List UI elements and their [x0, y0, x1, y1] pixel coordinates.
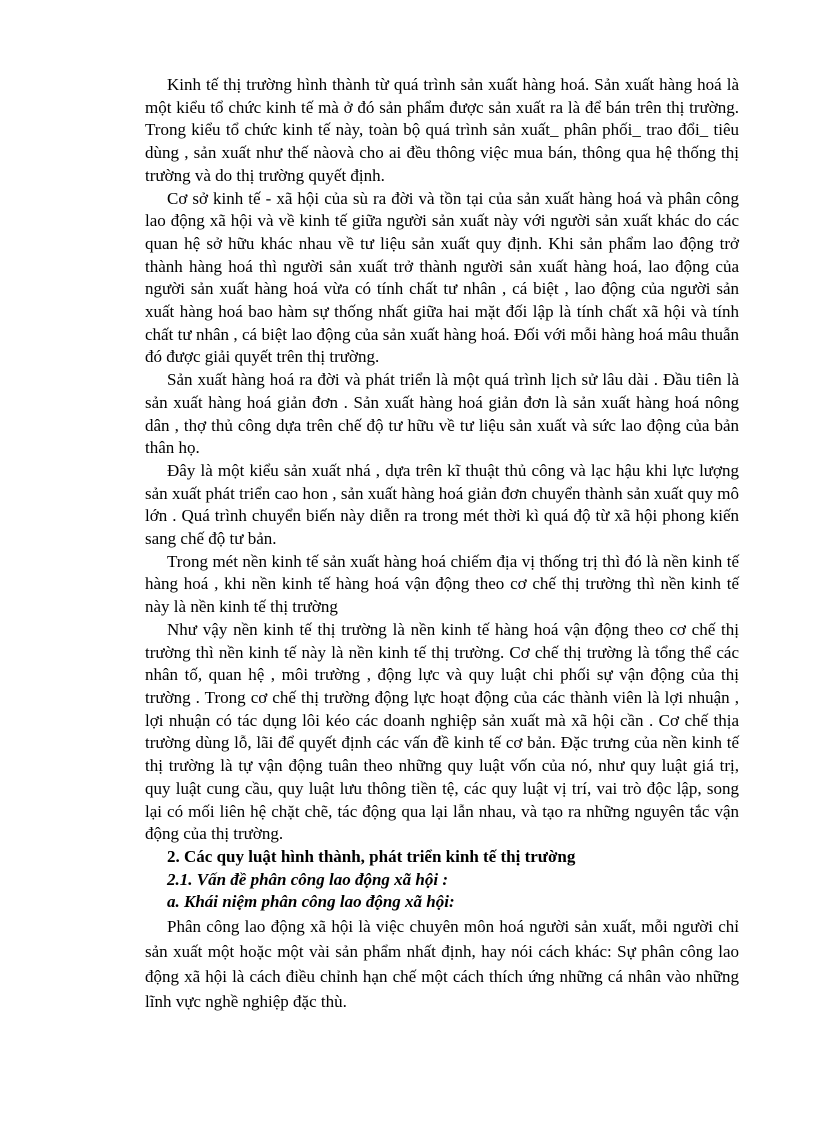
paragraph-market-mechanism: Như vậy nền kinh tế thị trường là nền kinh tế hàng hoá vận động theo cơ chế thị trường thì nền kinh tế này là nền kinh tế thị trường. Cơ chế thị trường là tổng thể các nhân tố, quan hệ , môi trường , động lực và quy luật chi phối sự vận động của thị trường . Trong cơ chế thị trường động lực hoạt động của các thành viên là lợi nhuận , lợi nhuận có tác dụng lôi kéo các doanh nghiệp sản xuất mà xã hội cần . Cơ chế thịa trường dùng lỗ, lãi để quyết định các vấn đề kinh tế cơ bản. Đặc trưng của nền kinh tế thị trường là tự vận động tuân theo những quy luật vốn của nó, như quy luật giá trị, quy luật cung cầu, quy luật lưu thông tiền tệ, các quy luật vị trí, vai trò độc lập, song lại có mối liên hệ chặt chẽ, tác động qua lại lẫn nhau, và tạo ra những nguyên tắc vận động của thị trường. [145, 619, 739, 844]
paragraph-division-of-labor: Phân công lao động xã hội là việc chuyên môn hoá người sản xuất, mỗi người chỉ sản xuất một hoặc một vài sản phẩm nhất định, hay nói cách khác: Sự phân công lao động xã hội là cách điều chỉnh hạn chế một cách thích ứng những cá nhân vào những lĩnh vực nghề nghiệp đặc thù. [145, 917, 739, 1012]
paragraph-commodity-economy: Trong mét nền kinh tế sản xuất hàng hoá chiếm địa vị thống trị thì đó là nền kinh tế hàng hoá , khi nền kinh tế hàng hoá vận động theo cơ chế thị trường thì nền kinh tế này là nền kinh tế thị trường [145, 551, 739, 617]
paragraph-small-scale-production: Đây là một kiểu sản xuất nhá , dựa trên kĩ thuật thủ công và lạc hậu khi lực lượng sản xuất phát triển cao hon , sản xuất hàng hoá giản đơn chuyển thành sản xuất quy mô lớn . Quá trình chuyển biến này diễn ra trong mét thời kì quá độ từ xã hội phong kiến sang chế độ tư bản. [145, 460, 739, 549]
section-heading-2: 2. Các quy luật hình thành, phát triển kinh tế thị trường [167, 846, 576, 866]
paragraph-simple-commodity-production: Sản xuất hàng hoá ra đời và phát triển là một quá trình lịch sử lâu dài . Đầu tiên là sản xuất hàng hoá giản đơn . Sản xuất hàng hoá giản đơn là sản xuất hàng hoá nông dân , thợ thủ công dựa trên chế độ tư hữu về tư liệu sản xuất và sức lao động của bản thân họ. [145, 370, 739, 458]
subsection-heading-2-1: 2.1. Vấn đề phân công lao động xã hội : [167, 869, 449, 889]
paragraph-socioeconomic-basis: Cơ sở kinh tế - xã hội của sù ra đời và tồn tại của sản xuất hàng hoá và phân công lao động xã hội và về kinh tế giữa người sản xuất này với người sản xuất khác do các quan hệ sở hữu khác nhau về tư liệu sản xuất quy định. Khi sản phẩm lao động trở thành hàng hoá thì người sản xuất trở thành người sản xuất hàng hoá, lao động của người sản xuất hàng hoá vừa có tính chất tư nhân , cá biệt , lao động của người sản xuất hàng hoá bao hàm sự thống nhất giữa hai mặt đối lập là tính chất xã hội và tính chất tư nhân , cá biệt lao động của sản xuất hàng hoá. Đối với mỗi hàng hoá mâu thuẫn đó được giải quyết trên thị trường. [145, 188, 739, 367]
subsection-heading-a: a. Khái niệm phân công lao động xã hội: [167, 892, 455, 912]
paragraph-market-economy-origin: Kinh tế thị trường hình thành từ quá trình sản xuất hàng hoá. Sản xuất hàng hoá là một kiểu tổ chức kinh tế mà ở đó sản phẩm được sản xuất ra là để bán trên thị trường. Trong kiểu tổ chức kinh tế này, toàn bộ quá trình sản xuất_ phân phối_ trao đổi_ tiêu dùng , sản xuất như thế nàovà cho ai đều thông việc mua bán, thông qua hệ thống thị trường và do thị trường quyết định. [145, 75, 739, 185]
document-body [145, 74, 739, 1014]
